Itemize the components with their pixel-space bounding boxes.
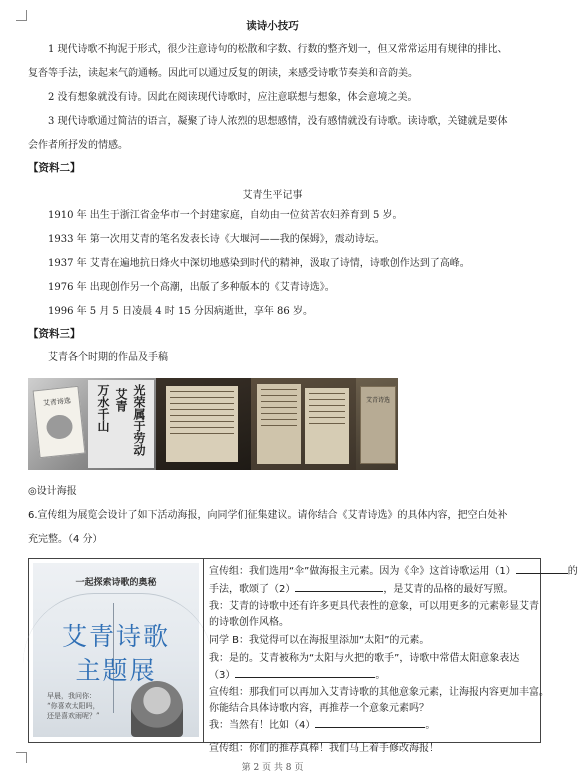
life-event: 1996 年 5 月 5 日凌晨 4 时 15 分因病逝世，享年 86 岁。 [48,306,313,317]
poster-top-text: 一起探索诗歌的奥秘 [75,578,157,588]
tip-line-3: 2 没有想象就没有诗。因此在阅读现代诗歌时，应注意联想与想象，体会意境之美。 [48,92,418,103]
question-text: 6.宣传组为展览会设计了如下活动海报，向同学们征集建议。请你结合《艾青诗选》的具体内容，把空白处补 [28,510,508,521]
dialogue-line: 宣传组：你们的推荐真棒！我们马上着手修改海报！ [209,743,439,754]
life-event: 1933 年 第一次用艾青的笔名发表长诗《大堰河——我的保姆》，震动诗坛。 [48,234,385,245]
material3-caption: 艾青各个时期的作品及手稿 [48,352,168,363]
dialogue-line: 的诗歌创作风格。 [209,617,289,628]
tip-line-1: 1 现代诗歌不拘泥于形式，很少注意诗句的松散和字数、行数的整齐划一，但又常常运用有规律的排比、 [48,44,508,55]
table-divider [203,559,204,742]
life-event: 1976 年 出现创作另一个高潮，出版了多种版本的《艾青诗选》。 [48,282,335,293]
dialogue-line: 我：是的。艾青被称为“太阳与火把的歌手”，诗歌中常借太阳意象表达 [209,653,520,664]
task-heading: ◎设计海报 [28,486,77,497]
calligraphy-sheet: 光荣属于劳动 艾青 万水千山 [88,380,154,468]
life-event: 1937 年 艾青在遍地抗日烽火中深切地感染到时代的精神，汲取了诗情，诗歌创作达到了高峰。 [48,258,470,269]
works-photo-strip [28,378,398,470]
material2-title: 艾青生平记事 [242,190,303,201]
manuscript-photo [251,378,356,470]
dialogue-line: 宣传组：我们选用“伞”做海报主元素。因为《伞》这首诗歌运用（1） 的 [209,563,578,580]
blank-1[interactable] [516,563,568,574]
poster-quote: 早晨，我问你： “你喜欢太阳吗， 还是喜欢雨呢？” [47,692,100,720]
dialogue-line: （3） 。 [209,667,385,684]
tip-line-4: 3 现代诗歌通过简洁的语言，凝聚了诗人浓烈的思想感情，没有感情就没有诗歌。读诗歌，关键就是要体 [48,116,508,127]
tip-line-2: 复沓等手法，读起来气韵通畅。因此可以通过反复的朗读，来感受诗歌节奏美和音韵美。 [28,68,418,79]
book-and-calligraphy-photo [28,378,156,470]
blank-3[interactable] [235,667,375,678]
manuscript-photo [156,378,251,470]
poster-subtitle: 主题展 [75,656,157,685]
dialogue-line: 同学 B：我觉得可以在海报里添加“太阳”的元素。 [209,635,430,646]
reading-tips-title: 读诗小技巧 [246,20,299,32]
dialogue-line: 我：艾青的诗歌中还有许多更具代表性的意象，可以用更多的元素彰显艾青 [209,601,539,612]
blank-4[interactable] [315,717,425,728]
book-cover: 艾青诗选 [33,386,86,458]
tip-line-5: 会作者所抒发的情感。 [28,140,128,151]
material3-heading: 【资料三】 [28,328,81,340]
poster-title: 艾青诗歌 [61,622,170,651]
dialogue-line: 宣传组：那我们可以再加入艾青诗歌的其他意象元素，让海报内容更加丰富。 [209,687,549,698]
poster-table [28,558,578,743]
dialogue-line: 你能结合具体诗歌内容，再推荐一个意象元素吗？ [209,703,429,714]
exhibition-poster [33,563,199,737]
question-text: 充完整。（4 分） [28,534,103,545]
dialogue-line: 手法，歌颂了（2） ，是艾青的品格的最好写照。 [209,581,513,598]
page-footer: 第 2 页 共 8 页 [241,763,304,773]
blank-2[interactable] [295,581,383,592]
life-event: 1910 年 出生于浙江省金华市一个封建家庭，自幼由一位贫苦农妇养育到 5 岁。 [48,210,403,221]
dialogue-line: 我：当然有！比如（4） 。 [209,717,435,734]
material2-heading: 【资料二】 [28,162,81,174]
poet-portrait [131,681,183,737]
book-photo: 艾青诗选 [356,378,398,470]
